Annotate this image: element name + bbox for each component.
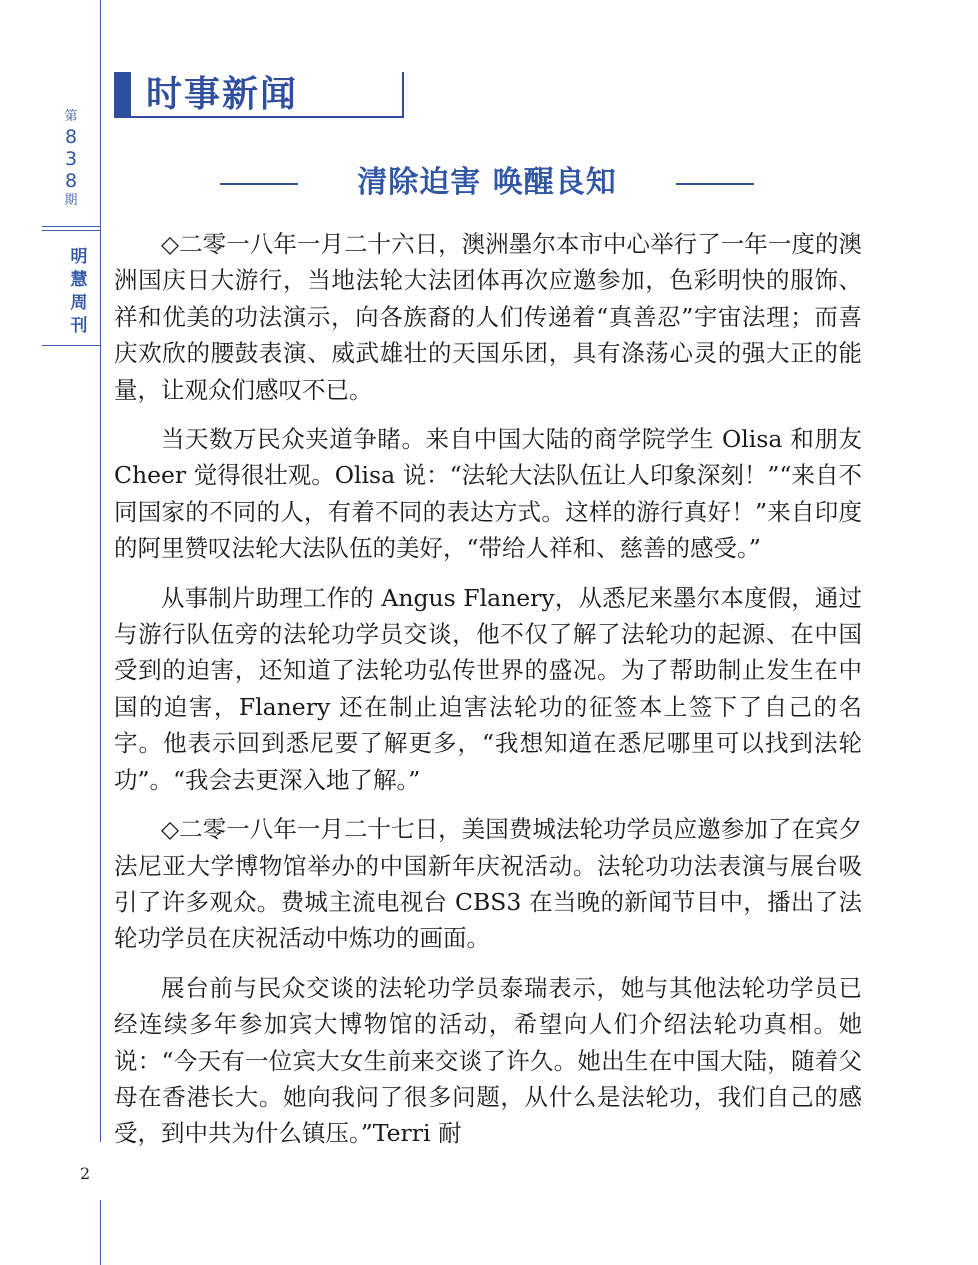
article-paragraph: ◇二零一八年一月二十七日，美国费城法轮功学员应邀参加了在宾夕法尼亚大学博物馆举办的中国新年庆祝活动。法轮功功法表演与展台吸引了许多观众。费城主流电视台 CBS3 在当晚的新闻节目中，播出了法轮功学员在庆祝活动中炼功的画面。 bbox=[114, 815, 862, 953]
issue-digit: 8 bbox=[64, 126, 78, 148]
article-title: 清除迫害 唤醒良知 bbox=[357, 165, 617, 200]
title-rule-right bbox=[676, 183, 754, 185]
article-paragraph: 展台前与民众交谈的法轮功学员泰瑞表示，她与其他法轮功学员已经连续多年参加宾大博物馆的活动，希望向人们介绍法轮功真相。她说：“今天有一位宾大女生前来交谈了许久。她出生在中国大陆，随着父母在香港长大。她向我问了很多问题，从什么是法轮功，我们自己的感受，到中共为什么镇压。”Terri 耐 bbox=[114, 973, 862, 1148]
publication-char: 刊 bbox=[70, 316, 88, 336]
margin-rule-top bbox=[100, 0, 101, 1142]
article-paragraph: 当天数万民众夹道争睹。来自中国大陆的商学院学生 Olisa 和朋友 Cheer 觉得很壮观。Olisa 说：“法轮大法队伍让人印象深刻！”“来自不同国家的不同的人，有着不同的表达方式。这样的游行真好！”来自印度的阿里赞叹法轮大法队伍的美好，“带给人祥和、慈善的感受。” bbox=[114, 425, 862, 563]
sidebar-divider bbox=[42, 226, 100, 227]
issue-number bbox=[42, 108, 100, 210]
section-title: 时事新闻 bbox=[146, 74, 299, 115]
section-header bbox=[114, 72, 404, 118]
article-paragraph: 从事制片助理工作的 Angus Flanery，从悉尼来墨尔本度假，通过与游行队伍旁的法轮功学员交谈，他不仅了解了法轮功的起源、在中国受到的迫害，还知道了法轮功弘传世界的盛况。为了帮助制止发生在中国的迫害，Flanery 还在制止迫害法轮功的征签本上签下了自己的名字。他表示回到悉尼要了解更多，“我想知道在悉尼哪里可以找到法轮功”。“我会去更深入地了解。” bbox=[114, 583, 862, 794]
sidebar-divider bbox=[42, 230, 100, 231]
sidebar-divider bbox=[42, 345, 100, 346]
publication-char: 慧 bbox=[70, 270, 88, 290]
issue-prefix: 第 bbox=[64, 109, 78, 124]
title-rule-left bbox=[220, 183, 298, 185]
section-bar bbox=[114, 72, 131, 118]
publication-name bbox=[62, 246, 96, 338]
article-title-block bbox=[114, 163, 860, 203]
page-number: 2 bbox=[80, 1164, 91, 1183]
issue-digit: 3 bbox=[64, 148, 78, 170]
publication-char: 周 bbox=[70, 293, 88, 313]
issue-digit: 8 bbox=[64, 170, 78, 192]
issue-suffix: 期 bbox=[64, 193, 78, 208]
article-body bbox=[114, 226, 862, 1165]
margin-rule-bottom bbox=[100, 1200, 101, 1265]
article-paragraph: ◇二零一八年一月二十六日，澳洲墨尔本市中心举行了一年一度的澳洲国庆日大游行，当地法轮大法团体再次应邀参加，色彩明快的服饰、祥和优美的功法演示，向各族裔的人们传递着“真善忍”宇宙法理；而喜庆欢欣的腰鼓表演、威武雄壮的天国乐团，具有涤荡心灵的强大正的能量，让观众们感叹不已。 bbox=[114, 230, 862, 404]
publication-char: 明 bbox=[70, 247, 88, 267]
